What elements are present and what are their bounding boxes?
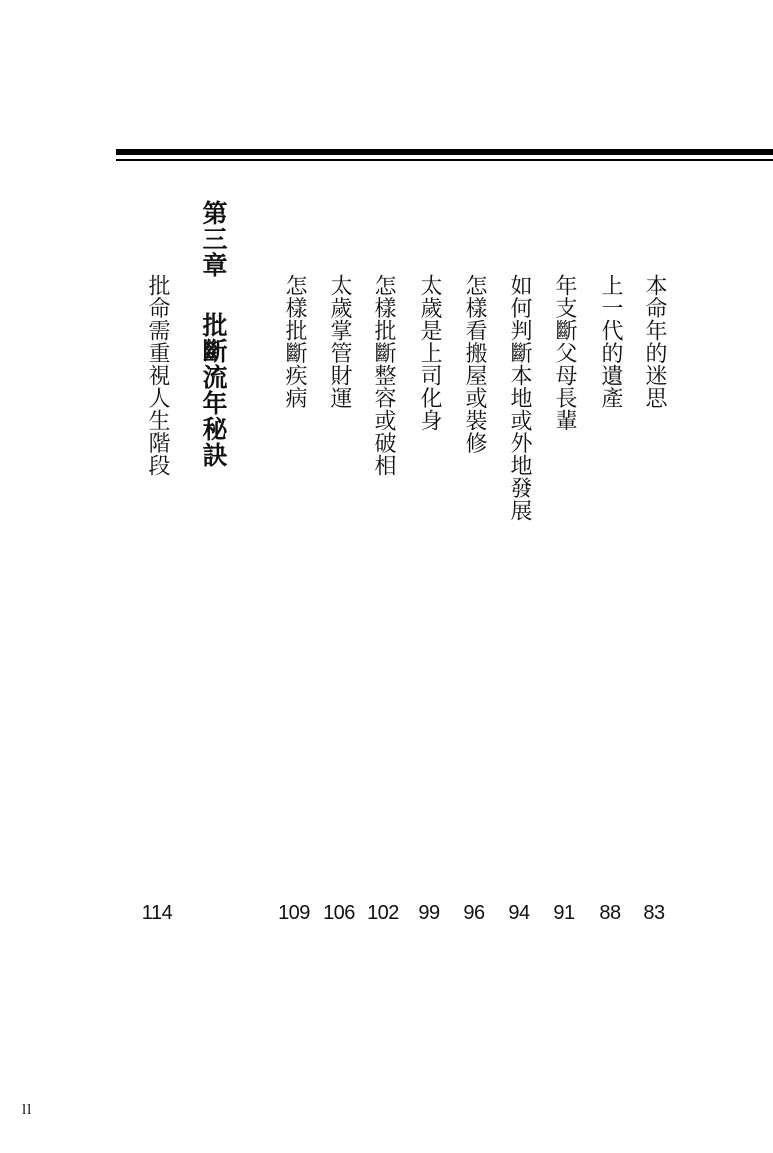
toc-entry-title: 太歲是上司化身 [417,274,442,432]
header-rule-thin [116,159,773,161]
toc-entry-page: 114 [141,902,173,924]
chapter-title: 批斷流年秘訣 [199,312,228,468]
header-rule-thick [116,149,773,155]
toc-entry-page: 88 [599,902,621,924]
toc-entry-page: 109 [278,902,310,924]
toc-entry-title: 批命需重視人生階段 [145,274,170,477]
toc-entry-title: 如何判斷本地或外地發展 [507,274,532,522]
toc-entry-page: 99 [418,902,440,924]
toc-entry-page: 102 [367,902,399,924]
toc-entry-title: 年支斷父母長輩 [552,274,577,432]
toc-entry-page: 96 [463,902,485,924]
toc-entry-page: 106 [323,902,355,924]
toc-entry-title: 本命年的迷思 [642,274,667,409]
toc-entry-title: 怎樣批斷整容或破相 [371,274,396,477]
toc-entry-title: 怎樣看搬屋或裝修 [462,274,487,454]
toc-entry-title: 上一代的遺產 [598,274,623,409]
page-number: ll [22,1102,33,1118]
toc-entry-page: 83 [643,902,665,924]
chapter-heading [201,200,226,468]
chapter-number: 第三章 [199,200,228,278]
toc-entry-title: 太歲掌管財運 [327,274,352,409]
toc-entry-page: 94 [508,902,530,924]
toc-entry-page: 91 [553,902,575,924]
toc-entry-title: 怎樣批斷疾病 [282,274,307,409]
